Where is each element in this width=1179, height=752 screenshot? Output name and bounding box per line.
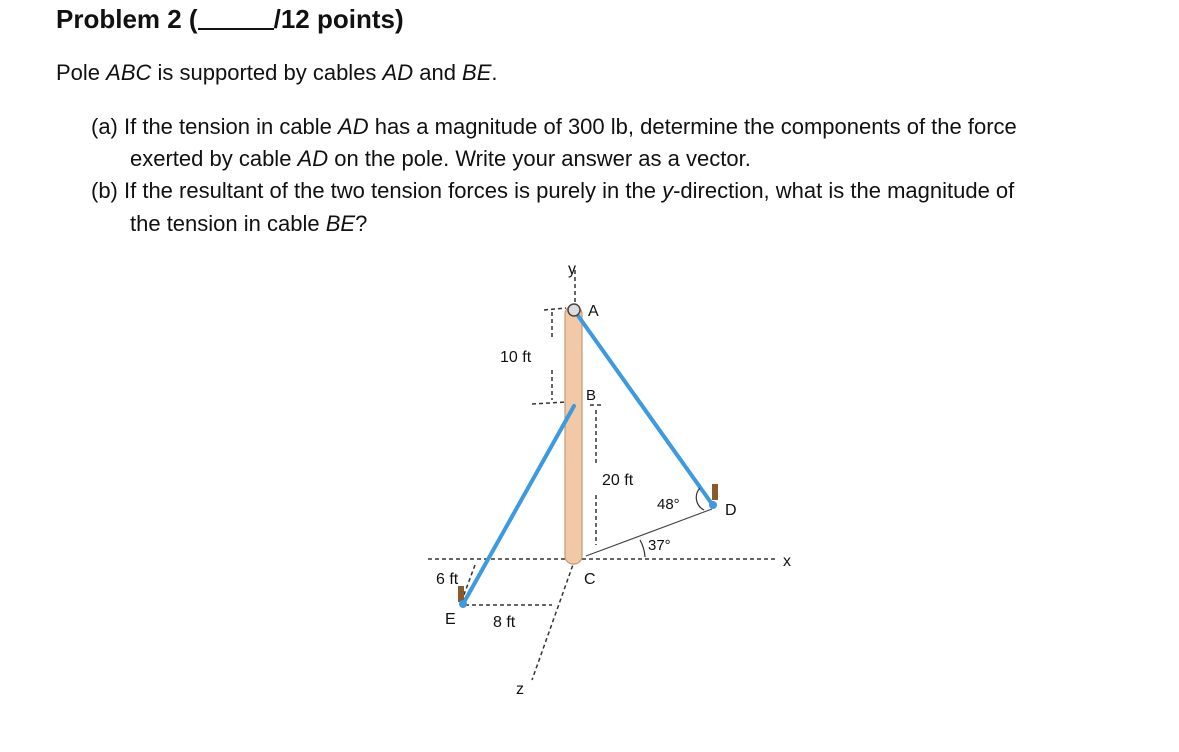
- intro-cable-ad: AD: [382, 60, 414, 85]
- angle-arc-37: [640, 540, 645, 557]
- dim-tick-top: [544, 308, 566, 310]
- label-dim-6ft: 6 ft: [436, 571, 459, 588]
- anchor-e-point: [459, 600, 467, 608]
- label-dim-10ft: 10 ft: [500, 349, 532, 366]
- part-a-text: exerted by cable: [130, 146, 298, 171]
- cable-be: [463, 406, 574, 604]
- label-point-e: E: [445, 611, 456, 628]
- z-axis-line: [532, 559, 575, 680]
- part-b-axis: y: [662, 178, 674, 203]
- label-point-c: C: [584, 571, 596, 588]
- intro-cable-be: BE: [462, 60, 492, 85]
- intro-text: and: [413, 60, 463, 85]
- part-a-text: (a) If the tension in cable: [91, 114, 339, 139]
- label-axis-z: z: [516, 681, 524, 698]
- part-a-cable: AD: [297, 146, 329, 171]
- intro-text: is supported by cables: [151, 60, 383, 85]
- part-b-text: -direction, what is the magnitude of: [673, 178, 1015, 203]
- label-point-d: D: [725, 502, 737, 519]
- label-dim-8ft: 8 ft: [493, 614, 516, 631]
- label-point-b: B: [586, 387, 597, 404]
- title-suffix: /12 points): [273, 4, 404, 34]
- label-angle-37: 37°: [648, 537, 671, 554]
- anchor-d: [712, 484, 718, 500]
- anchor-d-point: [709, 501, 717, 509]
- title-prefix: Problem 2 (: [56, 4, 198, 34]
- label-point-a: A: [588, 303, 599, 320]
- dim-tick-b: [532, 402, 566, 404]
- part-a-text: on the pole. Write your answer as a vector.: [328, 146, 751, 171]
- label-axis-x: x: [783, 553, 791, 570]
- label-axis-y: y: [568, 261, 576, 278]
- joint-a: [568, 304, 580, 316]
- anchor-e: [458, 586, 464, 602]
- part-a-cable: AD: [338, 114, 369, 139]
- intro-text: Pole: [56, 60, 107, 85]
- label-dim-20ft: 20 ft: [602, 472, 634, 489]
- part-b-text: the tension in cable: [130, 211, 326, 236]
- intro-pole-name: ABC: [106, 60, 152, 85]
- part-b-cable: BE: [325, 211, 356, 236]
- pole: [565, 306, 582, 564]
- intro-text: .: [491, 60, 498, 85]
- cable-ad: [574, 310, 712, 504]
- part-b-text: (b) If the resultant of the two tension forces is purely in the: [91, 178, 663, 203]
- part-a-text: has a magnitude of 300 lb, determine the components of the force: [368, 114, 1017, 139]
- label-angle-48: 48°: [657, 496, 680, 513]
- part-b-text: ?: [355, 211, 368, 236]
